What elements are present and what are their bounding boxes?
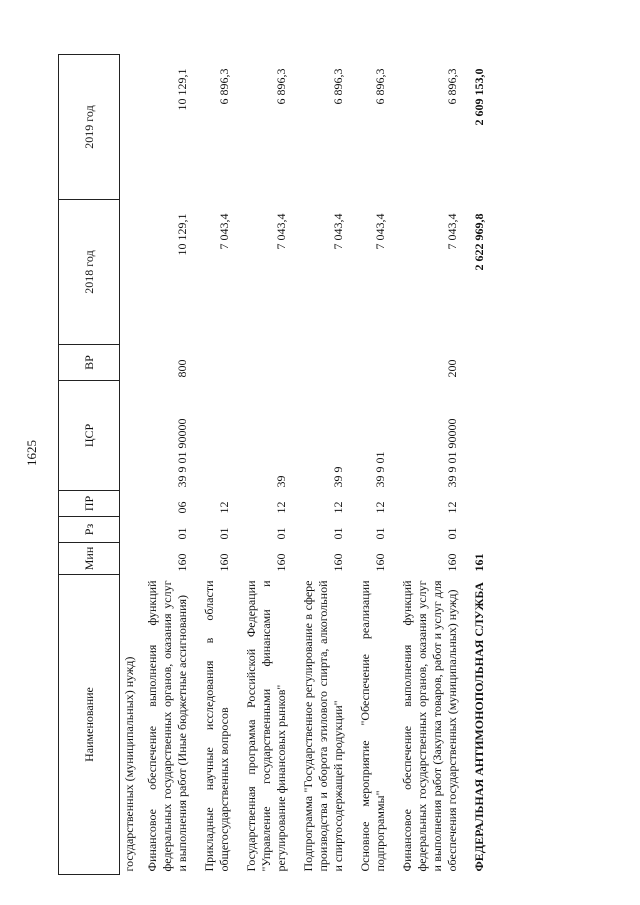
row-pr: 12 — [331, 501, 345, 514]
header-pr: ПР — [59, 491, 120, 517]
row-min: 160 — [331, 553, 345, 572]
rotated-page-content — [58, 15, 586, 875]
row-name: Государственная программа Российской Федерации "Управление государственными финансами и регулирование финансовых рынков" — [244, 580, 288, 872]
row-name: Основное мероприятие "Обеспечение реализации подпрограммы" — [358, 580, 387, 872]
row-pr: 12 — [274, 501, 288, 514]
row-vr: 200 — [445, 359, 459, 378]
row-pr — [466, 491, 493, 517]
row-2019: 6 896,3 — [445, 68, 459, 105]
row-min: 160 — [445, 553, 459, 572]
table-row — [352, 55, 394, 875]
row-vr — [238, 345, 295, 381]
row-min: 160 — [217, 553, 231, 572]
row-name: Финансовое обеспечение выполнения функций федеральных государственных органов, оказания услуг и выполнения работ (Закупка товаров, работ и услуг для обеспечения государственных (муниципальных) нужд) — [400, 580, 459, 872]
row-min: 161 — [472, 553, 486, 572]
row-2018: 7 043,4 — [217, 213, 231, 250]
page-number: 1625 — [24, 440, 39, 466]
row-csr — [196, 381, 238, 491]
row-name: государственных (муниципальных) нужд) — [122, 656, 136, 872]
table-row-total — [466, 55, 493, 875]
row-2018: 2 622 969,8 — [472, 213, 486, 271]
row-rz — [466, 517, 493, 543]
row-name: Подпрограмма "Государственное регулирование в сфере производства и оборота этилового спирта, алкогольной и спиртосодержащей продукции" — [301, 580, 345, 872]
header-rz: Рз — [59, 517, 120, 543]
row-2018 — [120, 200, 140, 345]
table-row — [139, 55, 196, 875]
row-csr: 39 9 — [331, 466, 345, 488]
header-csr: ЦСР — [59, 381, 120, 491]
row-rz: 01 — [217, 527, 231, 540]
row-name: Финансовое обеспечение выполнения функций федеральных государственных органов, оказания услуг и выполнения работ (Иные бюджетные ассигнования) — [145, 580, 189, 872]
row-csr — [466, 381, 493, 491]
row-2018: 7 043,4 — [373, 213, 387, 250]
header-min: Мин — [59, 543, 120, 575]
row-rz: 01 — [274, 527, 288, 540]
header-vr: ВР — [59, 345, 120, 381]
row-pr: 12 — [445, 501, 459, 514]
row-pr: 12 — [373, 501, 387, 514]
row-min: 160 — [175, 553, 189, 572]
row-name: ФЕДЕРАЛЬНАЯ АНТИМОНОПОЛЬНАЯ СЛУЖБА — [472, 582, 486, 872]
row-2019: 6 896,3 — [217, 68, 231, 105]
row-vr — [295, 345, 352, 381]
row-vr — [196, 345, 238, 381]
budget-table — [58, 54, 493, 875]
table-row — [196, 55, 238, 875]
table-row — [238, 55, 295, 875]
row-2019: 6 896,3 — [331, 68, 345, 105]
row-csr: 39 9 01 90000 — [175, 418, 189, 488]
row-csr: 39 9 01 90000 — [445, 418, 459, 488]
table-row — [295, 55, 352, 875]
row-2019: 2 609 153,0 — [472, 68, 486, 126]
row-name: Прикладные научные исследования в области общегосударственных вопросов — [202, 580, 231, 872]
row-vr — [466, 345, 493, 381]
row-pr: 06 — [175, 501, 189, 514]
row-rz: 01 — [331, 527, 345, 540]
row-min: 160 — [373, 553, 387, 572]
header-2018: 2018 год — [59, 200, 120, 345]
row-vr — [352, 345, 394, 381]
row-rz: 01 — [445, 527, 459, 540]
row-pr: 12 — [217, 501, 231, 514]
table-row — [394, 55, 466, 875]
table-row — [120, 55, 140, 875]
row-2019 — [120, 55, 140, 200]
row-rz: 01 — [373, 527, 387, 540]
header-name: Наименование — [59, 575, 120, 875]
row-2019: 6 896,3 — [274, 68, 288, 105]
row-2019: 6 896,3 — [373, 68, 387, 105]
row-2018: 10 129,1 — [175, 213, 189, 256]
table-header-row — [59, 55, 120, 875]
row-vr — [120, 345, 140, 381]
row-vr: 800 — [175, 359, 189, 378]
row-rz — [120, 517, 140, 543]
row-csr: 39 — [274, 475, 288, 488]
row-rz: 01 — [175, 527, 189, 540]
row-2018: 7 043,4 — [445, 213, 459, 250]
row-min: 160 — [274, 553, 288, 572]
row-min — [120, 543, 140, 575]
row-2019: 10 129,1 — [175, 68, 189, 111]
row-2018: 7 043,4 — [331, 213, 345, 250]
row-pr — [120, 491, 140, 517]
row-csr — [120, 381, 140, 491]
row-csr: 39 9 01 — [373, 451, 387, 488]
header-2019: 2019 год — [59, 55, 120, 200]
row-2018: 7 043,4 — [274, 213, 288, 250]
